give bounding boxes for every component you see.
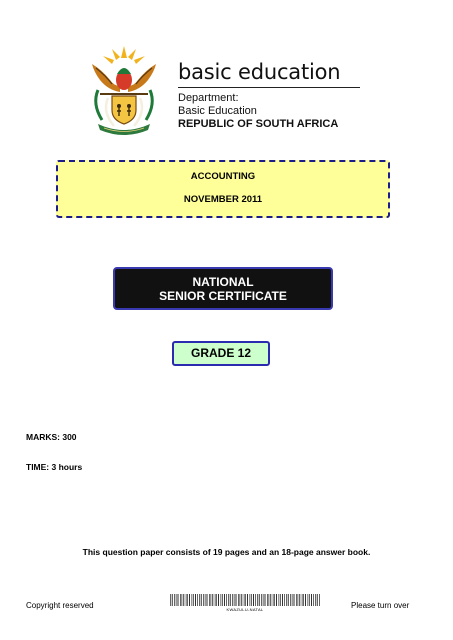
grade-box: GRADE 12 xyxy=(172,341,270,366)
subject-name: ACCOUNTING xyxy=(190,171,256,182)
certificate-box xyxy=(113,267,333,310)
barcode-caption: KWAZULU-NATAL xyxy=(226,607,264,612)
marks-total: MARKS: 300 xyxy=(26,432,77,442)
certificate-line-1: NATIONAL xyxy=(192,275,254,289)
coat-of-arms-icon xyxy=(84,40,164,136)
department-label: Department: xyxy=(178,92,239,104)
exam-session: NOVEMBER 2011 xyxy=(183,194,263,205)
brand-divider xyxy=(178,87,360,88)
department-name: Basic Education xyxy=(178,105,257,117)
brand-title: basic education xyxy=(178,60,341,84)
barcode-icon xyxy=(170,594,320,606)
turn-over-notice: Please turn over xyxy=(351,601,410,610)
country-name: REPUBLIC OF SOUTH AFRICA xyxy=(178,118,339,130)
certificate-line-2: SENIOR CERTIFICATE xyxy=(159,289,287,303)
subject-box xyxy=(56,160,390,218)
department-branding xyxy=(178,60,360,131)
exam-duration: TIME: 3 hours xyxy=(26,462,83,472)
copyright-notice: Copyright reserved xyxy=(26,601,94,610)
paper-info: This question paper consists of 19 pages and an 18-page answer book. xyxy=(82,547,371,557)
